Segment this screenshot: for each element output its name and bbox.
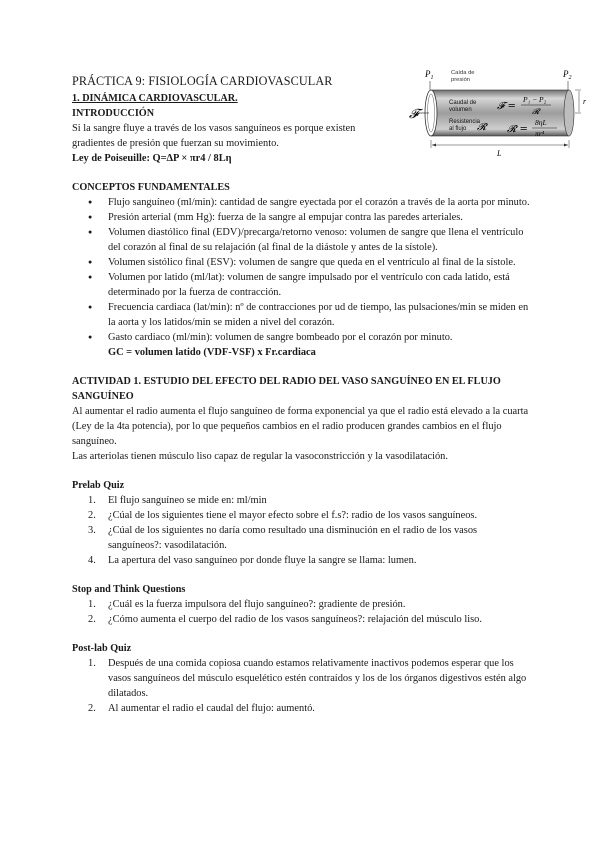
list-item: ● Gasto cardiaco (ml/min): volumen de sangre bombeado por el corazón por minuto. (72, 330, 532, 345)
resistance-symbol: 𝓡 (477, 122, 487, 133)
page-title: PRÁCTICA 9: FISIOLOGÍA CARDIOVASCULAR (72, 74, 333, 88)
document-page (72, 70, 532, 716)
eq2-numerator: 8ηL (535, 118, 547, 127)
intro-paragraph: Si la sangre fluye a través de los vasos sanguíneos es porque existen gradientes de presión que fuerzan su movimiento. (72, 123, 356, 149)
gc-formula: GC = volumen latido (VDF-VSF) x Fr.cardiaca (108, 347, 316, 358)
flow-symbol: 𝓕 (409, 107, 419, 122)
caida-presion-label: Caída de presión (451, 70, 475, 83)
resistencia-label: Resistencia al flujo (449, 119, 481, 132)
stop-think-heading: Stop and Think Questions (72, 584, 186, 595)
eq1-lhs: 𝓕 = (497, 101, 516, 112)
list-item: ● Frecuencia cardiaca (lat/min): nº de contracciones por ud de tiempo, las pulsaciones/min se miden en la aorta y los latidos/min se miden a nivel del corazón. (72, 300, 532, 330)
eq1-denominator: 𝓡 (532, 107, 540, 116)
list-item: ● Volumen sistólico final (ESV): volumen de sangre que queda en el ventrículo al final de la sístole. (72, 255, 532, 270)
postlab-list (72, 656, 532, 716)
length-label: L (497, 149, 502, 158)
section-heading: 1. DINÁMICA CARDIOVASCULAR. (72, 93, 238, 104)
list-item: 2. ¿Cómo aumenta el cuerpo del radio de los vasos sanguíneos?: relajación del músculo liso. (88, 614, 482, 625)
list-item: 1. Después de una comida copiosa cuando estamos relativamente inactivos podemos esperar que los vasos sanguíneos del músculo esquelético estén contraídos y los de los órganos digestivos estén algo dilatados. (88, 658, 527, 699)
activity-heading: ACTIVIDAD 1. ESTUDIO DEL EFECTO DEL RADIO DEL VASO SANGUÍNEO EN EL FLUJO SANGUÍNEO (72, 376, 501, 402)
prelab-list (72, 493, 532, 568)
radius-label: r (583, 97, 587, 106)
list-item: 4. La apertura del vaso sanguíneo por donde fluye la sangre se llama: lumen. (88, 555, 417, 566)
list-item: ● Volumen diastólico final (EDV)/precarga/retorno venoso: volumen de sangre que llena el ventrículo del corazón al final de su relajación (al final de la diástole y antes de la sístole). (72, 225, 532, 255)
list-item: ● Volumen por latido (ml/lat): volumen de sangre impulsado por el ventrículo con cada latido, está determinado por la fuerza de contracción. (72, 270, 532, 300)
activity-paragraph-2: Las arteriolas tienen músculo liso capaz de regular la vasoconstricción y la vasodilatación. (72, 451, 448, 462)
concepts-heading: CONCEPTOS FUNDAMENTALES (72, 182, 230, 193)
list-item: ● Presión arterial (mm Hg): fuerza de la sangre al empujar contra las paredes arteriales. (72, 210, 532, 225)
postlab-heading: Post-lab Quiz (72, 643, 132, 654)
eq2-denominator: πr⁴ (535, 129, 545, 138)
poiseuille-law: Ley de Poiseuille: Q=ΔP × πr4 / 8Lη (72, 153, 232, 164)
eq2-lhs: 𝓡 = (507, 124, 528, 135)
list-item: 1. ¿Cuál es la fuerza impulsora del flujo sanguíneo?: gradiente de presión. (88, 599, 406, 610)
list-item: 2. ¿Cúal de los siguientes tiene el mayor efecto sobre el f.s?: radio de los vasos sanguíneos. (88, 510, 478, 521)
concepts-list (72, 195, 532, 345)
p2-label: $P_2$ (563, 69, 572, 81)
prelab-heading: Prelab Quiz (72, 480, 125, 491)
eq1-numerator: P₁ − P₂ (523, 95, 547, 104)
caudal-label: Caudal de volumen (449, 100, 477, 113)
stop-think-list (72, 597, 532, 627)
activity-paragraph: Al aumentar el radio aumenta el flujo sanguíneo de forma exponencial ya que el radio está elevado a la cuarta (Ley de la 4ta potencia), por lo que pequeños cambios en el radio producen grandes cambios en el flujo sanguíneo. (72, 406, 529, 447)
intro-heading: INTRODUCCIÓN (72, 108, 155, 119)
list-item: ● Flujo sanguíneo (ml/min): cantidad de sangre eyectada por el corazón a través de la aorta por minuto. (72, 195, 532, 210)
list-item: 1. El flujo sanguíneo se mide en: ml/min (88, 495, 267, 506)
list-item: 2. Al aumentar el radio el caudal del flujo: aumentó. (88, 703, 315, 714)
p1-label: $P_1$ (425, 69, 434, 81)
list-item: 3. ¿Cúal de los siguientes no daría como resultado una disminución en el radio de los vasos sanguíneos?: vasodilatación. (88, 525, 478, 551)
